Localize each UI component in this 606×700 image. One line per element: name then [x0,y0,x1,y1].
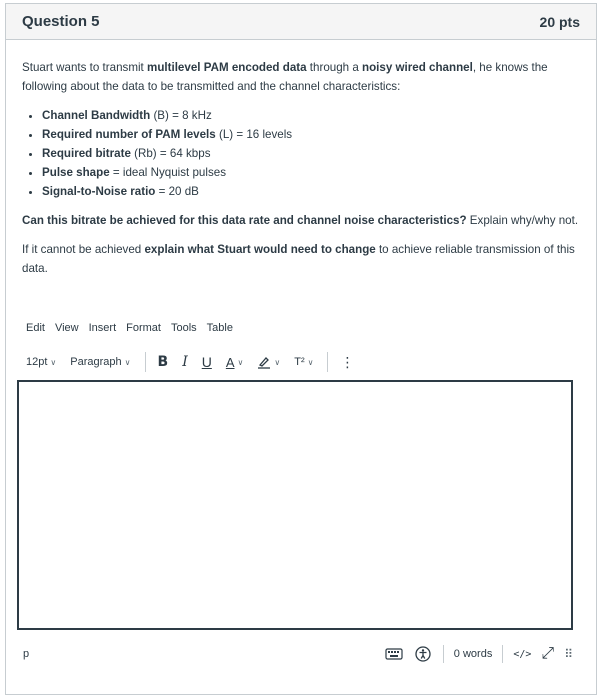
editor-menubar [26,322,243,334]
property-label: Required number of PAM levels [42,128,216,141]
menu-edit[interactable]: Edit [26,322,45,334]
toolbar-divider [145,352,146,372]
question-title: Question 5 [22,13,100,30]
chevron-down-icon: ∨ [124,357,131,367]
question-prompt-1 [22,211,580,230]
font-size-value: 12pt [26,356,48,368]
property-value: = ideal Nyquist pulses [109,166,226,179]
html-editor-toggle[interactable]: </> [513,648,532,660]
block-format-dropdown[interactable] [70,356,130,368]
list-item [42,163,580,182]
property-value: (L) = 16 levels [215,128,293,141]
menu-insert[interactable]: Insert [88,322,117,334]
prompt-2-bold: explain what Stuart would need to change [144,243,376,256]
property-label: Required bitrate [42,147,131,160]
prompt-2-pre: If it cannot be achieved [22,243,145,256]
property-value: (B) = 8 kHz [150,109,212,122]
fullscreen-icon[interactable]: ⤢ [541,645,555,662]
chevron-down-icon: ∨ [274,357,281,367]
question-body [6,40,596,278]
editor-toolbar [26,350,368,374]
editor-status-bar [17,640,573,668]
property-value: = 20 dB [155,185,199,198]
menu-table[interactable]: Table [206,322,233,334]
element-path[interactable]: p [23,648,30,660]
bold-button[interactable]: B [157,354,169,370]
intro-bold-1: multilevel PAM encoded data [147,61,307,74]
intro-bold-2: noisy wired channel [362,61,473,74]
keyboard-glyph [385,647,403,661]
list-item [42,106,580,125]
menu-format[interactable]: Format [126,322,161,334]
prompt-2-post: to achieve reliable transmission of this data. [22,243,575,275]
word-count[interactable]: 0 words [453,648,493,660]
accessibility-glyph [415,646,431,662]
block-format-value: Paragraph [70,356,122,368]
question-header [6,4,596,40]
list-item [42,182,580,201]
list-item [42,144,580,163]
status-actions [385,645,573,663]
property-label: Channel Bandwidth [42,109,151,122]
text-color-icon: A [225,354,235,370]
resize-handle-icon[interactable]: ⠿ [564,647,573,661]
toolbar-divider [327,352,328,372]
intro-paragraph [22,58,580,96]
italic-button[interactable]: I [182,354,188,370]
keyboard-icon[interactable] [385,647,403,661]
prompt-1-bold: Can this bitrate be achieved for this data rate and channel noise characteristics? [22,214,467,227]
question-points: 20 pts [539,13,580,30]
superscript-button[interactable] [294,356,313,368]
list-item [42,125,580,144]
status-divider [502,645,503,663]
menu-tools[interactable]: Tools [170,322,197,334]
question-prompt-2 [22,240,580,278]
answer-editor[interactable] [17,380,573,630]
intro-text-1: Stuart wants to transmit [22,61,148,74]
status-divider [443,645,444,663]
highlight-color-button[interactable] [257,355,280,369]
intro-text-2: through a [306,61,363,74]
property-value: (Rb) = 64 kbps [130,147,211,160]
more-options-icon[interactable]: ⋮ [340,353,355,370]
property-label: Signal-to-Noise ratio [42,185,156,198]
property-label: Pulse shape [42,166,110,179]
chevron-down-icon: ∨ [50,357,57,367]
accessibility-icon[interactable] [415,646,431,662]
font-size-dropdown[interactable] [26,356,56,368]
text-color-button[interactable] [226,355,244,370]
channel-properties-list [22,106,580,201]
highlighter-icon [257,355,271,369]
chevron-down-icon: ∨ [237,357,244,367]
superscript-icon: T² [294,356,305,368]
intro-text-3: , he knows the following about the data to be transmitted and the channel characteristics: [22,61,548,93]
chevron-down-icon: ∨ [307,357,314,367]
underline-button[interactable]: U [201,354,212,370]
prompt-1-rest: Explain why/why not. [466,214,579,227]
menu-view[interactable]: View [54,322,79,334]
